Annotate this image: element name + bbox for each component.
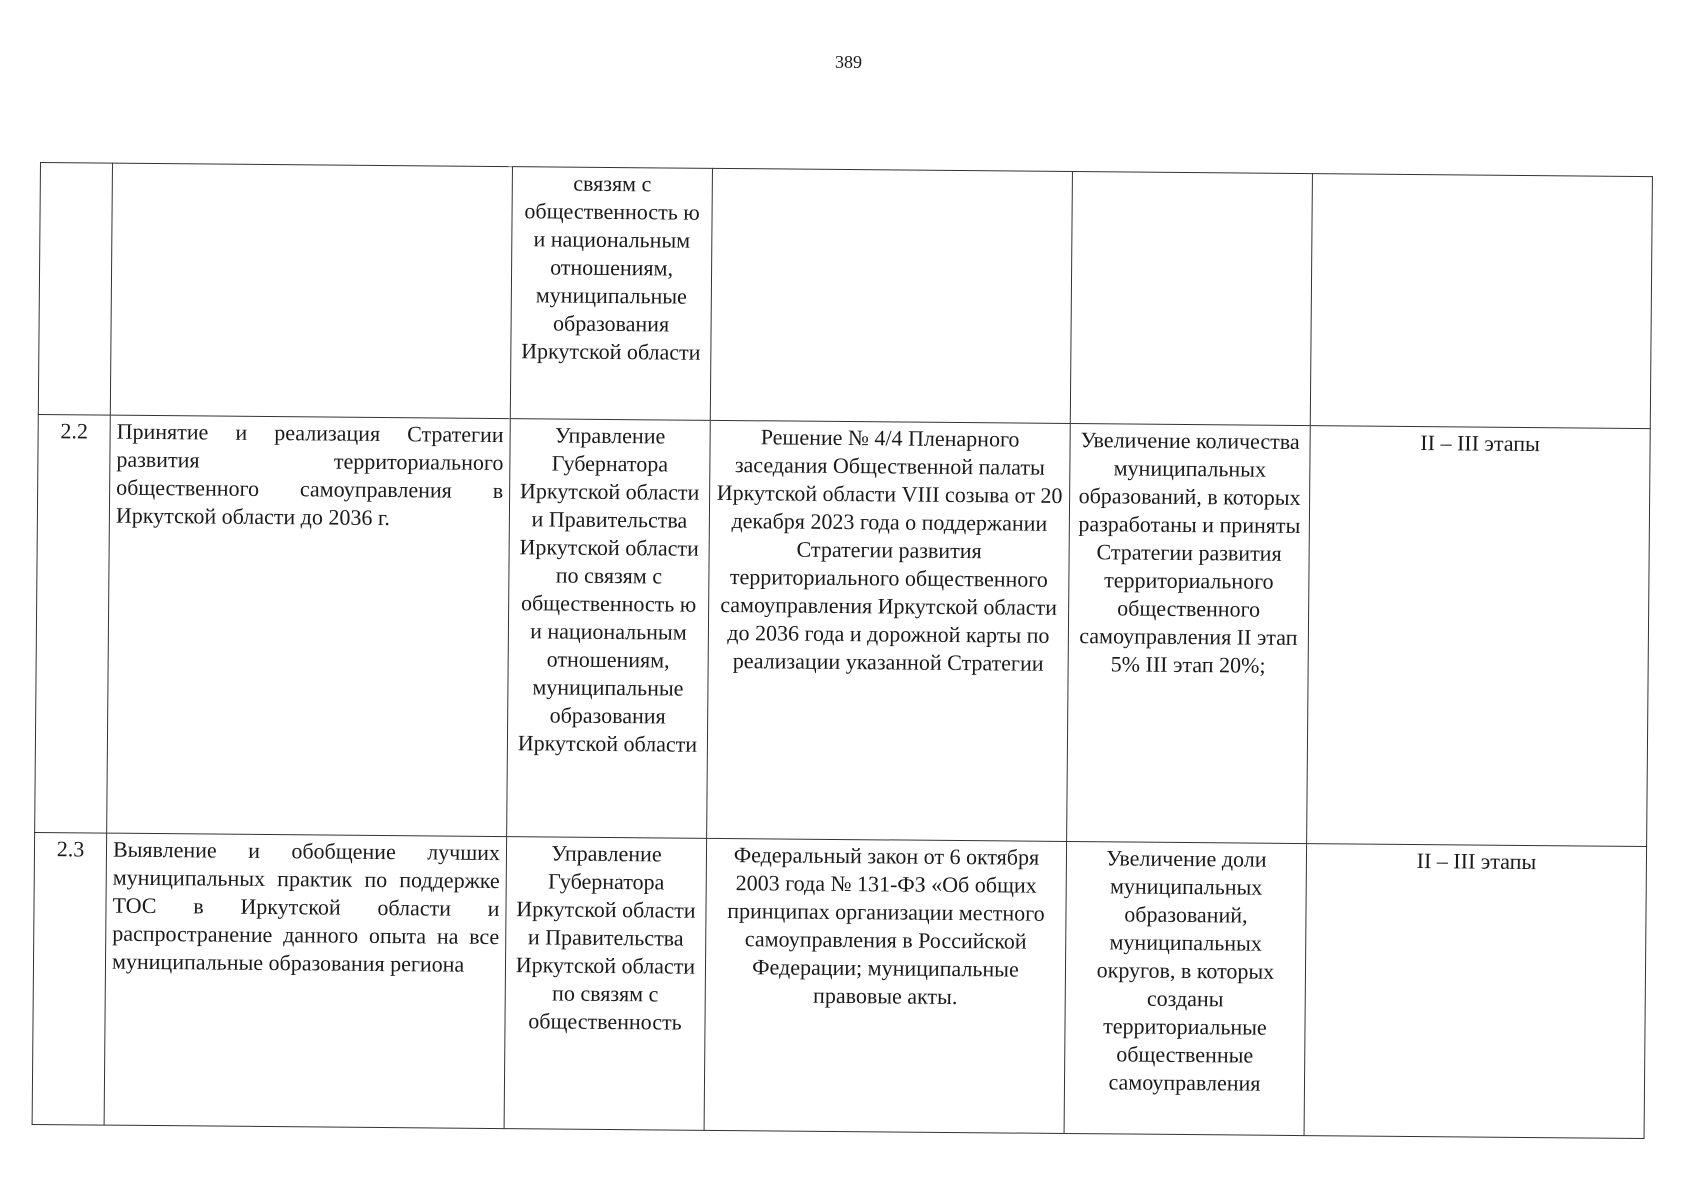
basis-cell: Федеральный закон от 6 октября 2003 года № 131-ФЗ «Об общих принципах организации местного самоуправления в Российской Федерации; муниципальные правовые акты.: [704, 838, 1067, 1133]
activities-table: [32, 162, 1653, 1139]
period-cell: II – III этапы: [1307, 426, 1651, 847]
period-cell: II – III этапы: [1304, 844, 1647, 1139]
result-cell: [1070, 172, 1312, 426]
row-number: [38, 163, 112, 416]
period-cell: [1310, 174, 1652, 429]
row-number: 2.3: [32, 832, 107, 1125]
responsible-cell: Управление Губернатора Иркутской области и Правительства Иркутской области по связям с общественность ю и национальным отношениям, муниципальные образования Иркутской области: [507, 419, 711, 839]
responsible-cell: связям с общественность ю и национальным отношениям, муниципальные образования Иркутской области: [510, 167, 712, 421]
activity-cell: [110, 163, 512, 418]
result-cell: Увеличение доли муниципальных образований, муниципальных округов, в которых созданы территориальные общественные самоуправления: [1064, 841, 1307, 1135]
activity-cell: Принятие и реализация Стратегии развития территориального общественного самоуправления в Иркутской области до 2036 г.: [107, 415, 511, 836]
table-row: [35, 414, 1651, 846]
page-number: 389: [835, 52, 862, 72]
activity-cell: Выявление и обобщение лучших муниципальных практик по поддержке ТОС в Иркутской области и распространение данного опыта на все муниципальные образования региона: [104, 833, 507, 1128]
table-row: [32, 832, 1646, 1138]
basis-cell: [710, 168, 1072, 423]
result-cell: Увеличение количества муниципальных образований, в которых разработаны и приняты Стратегии развития территориального общественного самоуправления II этап 5% III этап 20%;: [1067, 424, 1311, 844]
responsible-cell: Управление Губернатора Иркутской области и Правительства Иркутской области по связям с общественность: [504, 837, 707, 1131]
basis-cell: Решение № 4/4 Пленарного заседания Общественной палаты Иркутской области VIII созыва от 20 декабря 2023 года о поддержании Стратегии развития территориального общественного самоуправления Иркутской области до 2036 года и дорожной карты по реализации указанной Стратегии: [707, 420, 1071, 841]
table-row: [38, 163, 1652, 429]
row-number: 2.2: [35, 414, 111, 833]
